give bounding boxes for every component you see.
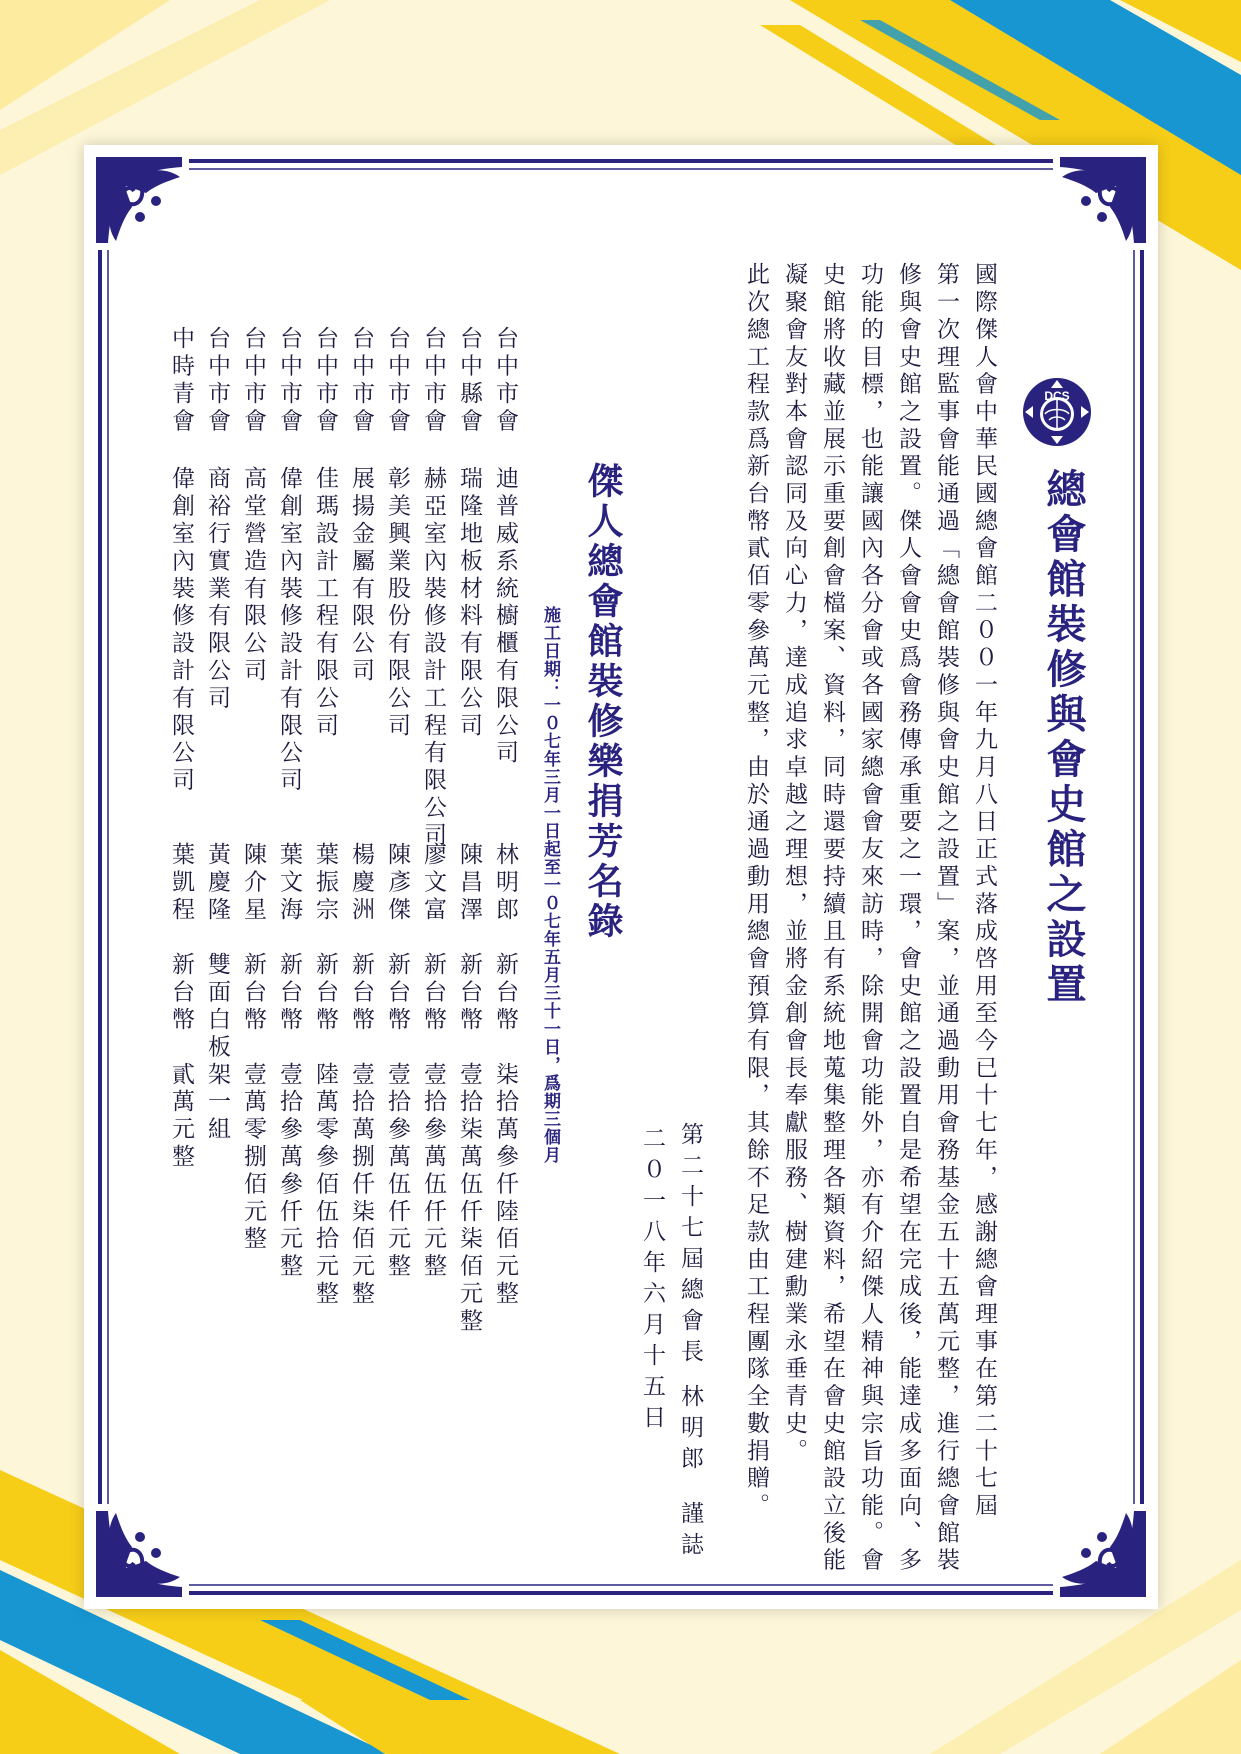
signature-date: 二０一八年六月十五日 — [639, 1126, 665, 1436]
donor-company: 迪普威系統櫥櫃有限公司 — [492, 466, 518, 768]
donor-person: 葉振宗 — [312, 842, 338, 925]
donor-person: 陳彥傑 — [384, 842, 410, 925]
page-title: 總會館裝修與會史館之設置 — [1040, 468, 1087, 1008]
donor-amount: 新台幣 貳萬元整 — [168, 952, 194, 1172]
donor-person: 葉文海 — [276, 842, 302, 925]
donor-company: 高堂營造有限公司 — [240, 466, 266, 686]
donor-amount: 雙面白板架一組 — [204, 952, 230, 1144]
logo-text: DCS — [1044, 389, 1070, 403]
body-line-2: 第一次理監事會能通過「總會館裝修與會史館之設置」案，並通過動用會務基金五十五萬元整，進行總會館裝 — [933, 262, 959, 1575]
donor-company: 偉創室內裝修設計有限公司 — [168, 466, 194, 795]
donor-person: 葉凱程 — [168, 842, 194, 925]
donor-org: 中時青會 — [168, 326, 194, 436]
donor-org: 台中市會 — [204, 326, 230, 436]
donor-org: 台中市會 — [312, 326, 338, 436]
donor-company: 商裕行實業有限公司 — [204, 466, 230, 713]
body-line-7: 此次總工程款爲新台幣貳佰零參萬元整，由於通過動用總會預算有限，其餘不足款由工程團隊全數捐贈。 — [743, 262, 769, 1521]
donor-person: 陳介星 — [240, 842, 266, 925]
donor-person: 林明郎 — [492, 842, 518, 925]
signature-name: 林明郎 — [677, 1384, 703, 1477]
donor-org: 台中市會 — [492, 326, 518, 436]
donor-person: 廖文富 — [420, 842, 446, 925]
construction-period: 施工日期：一０七年三月一日起至一０七年五月三十一日，爲期三個月 — [540, 606, 560, 1164]
signature-role: 第二十七屆總會長 — [677, 1122, 703, 1370]
donor-company: 彰美興業股份有限公司 — [384, 466, 410, 740]
donor-amount: 新台幣 柒拾萬參仟陸佰元整 — [492, 952, 518, 1309]
donor-org: 台中市會 — [276, 326, 302, 436]
donor-org: 台中市會 — [384, 326, 410, 436]
donor-person: 黃慶隆 — [204, 842, 230, 925]
signature — [674, 1122, 707, 1563]
donor-company: 佳瑪設計工程有限公司 — [312, 466, 338, 740]
donor-amount: 新台幣 壹拾柒萬伍仟柒佰元整 — [456, 952, 482, 1336]
donor-amount: 新台幣 壹拾萬捌仟柒佰元整 — [348, 952, 374, 1309]
donor-amount: 新台幣 壹拾參萬參仟元整 — [276, 952, 302, 1281]
body-line-6: 凝聚會友對本會認同及向心力，達成追求卓越之理想，並將金創會長奉獻服務、樹建勳業永垂青史。 — [781, 262, 807, 1466]
body-line-4: 功能的目標，也能讓國內各分會或各國家總會會友來訪時，除開會功能外，亦有介紹傑人精神與宗旨功能。會 — [857, 262, 883, 1575]
signature-suffix: 謹誌 — [677, 1501, 703, 1563]
donor-org: 台中縣會 — [456, 326, 482, 436]
donor-org: 台中市會 — [240, 326, 266, 436]
body-line-1: 國際傑人會中華民國總會館二００一年九月八日正式落成啓用至今已十七年，感謝總會理事在第二十七屆 — [971, 262, 997, 1521]
donor-company: 瑞隆地板材料有限公司 — [456, 466, 482, 740]
donor-org: 台中市會 — [348, 326, 374, 436]
donor-list-title: 傑人總會館裝修樂捐芳名錄 — [582, 462, 624, 942]
donor-company: 偉創室內裝修設計有限公司 — [276, 466, 302, 795]
donor-amount: 新台幣 陸萬零參佰伍拾元整 — [312, 952, 338, 1309]
body-line-5: 史館將收藏並展示重要創會檔案、資料，同時還要持續且有系統地蒐集整理各類資料，希望在會史館設立後能 — [819, 262, 845, 1575]
donor-amount: 新台幣 壹萬零捌佰元整 — [240, 952, 266, 1254]
donor-person: 陳昌澤 — [456, 842, 482, 925]
donor-amount: 新台幣 壹拾參萬伍仟元整 — [384, 952, 410, 1281]
dcs-logo — [1019, 374, 1095, 450]
donor-company: 展揚金屬有限公司 — [348, 466, 374, 686]
donor-person: 楊慶洲 — [348, 842, 374, 925]
donor-company: 赫亞室內裝修設計工程有限公司 — [420, 466, 446, 850]
body-line-3: 修與會史館之設置。傑人會會史爲會務傳承重要之一環，會史館之設置自是希望在完成後，能達成多面向、多 — [895, 262, 921, 1575]
donor-org: 台中市會 — [420, 326, 446, 436]
donor-amount: 新台幣 壹拾參萬伍仟元整 — [420, 952, 446, 1281]
